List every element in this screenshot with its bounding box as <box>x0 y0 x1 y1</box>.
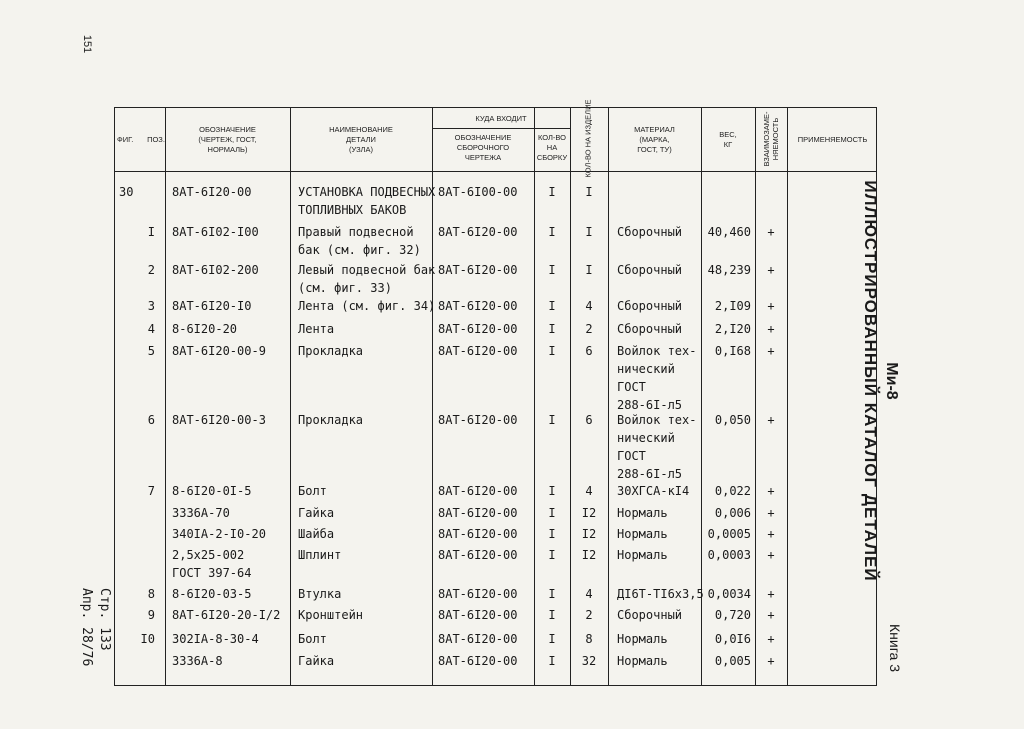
row-qty-product: I <box>585 263 593 277</box>
row-name: Шайба <box>298 527 335 541</box>
row-interchange: + <box>767 527 775 541</box>
header-interchange <box>762 99 780 179</box>
header-interchange-line: ВЗАИМОЗАМЕ- <box>762 111 771 167</box>
row-interchange: + <box>767 413 775 427</box>
header-name-line: НАИМЕНОВАНИЕ <box>329 125 393 134</box>
header-qty-product: КОЛ-ВО НА ИЗДЕЛИЕ <box>583 99 593 178</box>
row-weight: 2,I09 <box>714 299 751 313</box>
row-designation: 3336А-8 <box>172 654 223 668</box>
row-name: Гайка <box>298 654 335 668</box>
row-pos: 6 <box>147 413 155 427</box>
row-weight: 0,022 <box>714 484 751 498</box>
row-qty-assembly: I <box>548 344 556 358</box>
row-material: Войлок тех- <box>617 344 697 358</box>
row-assembly: 8АТ-6I20-00 <box>438 527 518 541</box>
book-label: Книга 3 <box>887 624 903 672</box>
row-name: Болт <box>298 484 327 498</box>
row-weight: 40,460 <box>707 225 751 239</box>
row-designation: 8АТ-6I02-200 <box>172 263 259 277</box>
row-material: 30ХГСА-кI4 <box>617 484 690 498</box>
header-weight-line: КГ <box>723 140 733 149</box>
row-designation: ГОСТ 397-64 <box>172 566 252 580</box>
row-material: Нормаль <box>617 527 668 541</box>
page-reference <box>77 588 113 708</box>
header-where-used: КУДА ВХОДИТ <box>475 114 527 123</box>
row-interchange: + <box>767 344 775 358</box>
row-designation: 8АТ-6I02-I00 <box>172 225 259 239</box>
row-qty-product: 2 <box>585 322 593 336</box>
row-name: Шплинт <box>298 548 342 562</box>
row-pos: 7 <box>147 484 155 498</box>
row-assembly: 8АТ-6I20-00 <box>438 225 518 239</box>
subheader-divider <box>432 128 570 129</box>
row-pos: I <box>147 225 155 239</box>
page-ref-page: Стр. 133 <box>97 588 112 651</box>
row-qty-assembly: I <box>548 587 556 601</box>
row-name: ТОПЛИВНЫХ БАКОВ <box>298 203 407 217</box>
row-weight: 0,0I6 <box>714 632 751 646</box>
header-pos: ПОЗ. <box>147 135 165 144</box>
row-qty-assembly: I <box>548 608 556 622</box>
header-designation-line: (ЧЕРТЕЖ, ГОСТ, <box>198 135 257 144</box>
row-material: ГОСТ <box>617 449 646 463</box>
row-name: Левый подвесной бак <box>298 263 436 277</box>
row-assembly: 8АТ-6I20-00 <box>438 484 518 498</box>
row-qty-product: I2 <box>581 527 597 541</box>
header-applicability: ПРИМЕНЯЕМОСТЬ <box>797 135 868 144</box>
row-designation: 8-6I20-20 <box>172 322 238 336</box>
row-name: Прокладка <box>298 413 364 427</box>
row-material: Сборочный <box>617 299 683 313</box>
header-weight <box>701 130 755 150</box>
row-weight: 0,0005 <box>707 527 751 541</box>
row-designation: 8-6I20-0I-5 <box>172 484 252 498</box>
row-material: нический <box>617 362 675 376</box>
row-assembly: 8АТ-6I20-00 <box>438 344 518 358</box>
row-name: Гайка <box>298 506 335 520</box>
row-pos: 4 <box>147 322 155 336</box>
header-assembly-line: СБОРОЧНОГО <box>456 143 510 152</box>
row-assembly: 8АТ-6I20-00 <box>438 654 518 668</box>
row-weight: 0,720 <box>714 608 751 622</box>
row-qty-product: 8 <box>585 632 593 646</box>
row-qty-product: 6 <box>585 344 593 358</box>
header-material-line: МАТЕРИАЛ <box>634 125 675 134</box>
row-qty-assembly: I <box>548 548 556 562</box>
row-qty-product: 4 <box>585 484 593 498</box>
row-qty-assembly: I <box>548 322 556 336</box>
header-qty-assembly <box>534 133 570 163</box>
header-qty-assembly-line: КОЛ-ВО <box>537 133 567 142</box>
row-qty-assembly: I <box>548 299 556 313</box>
row-interchange: + <box>767 587 775 601</box>
row-assembly: 8АТ-6I20-00 <box>438 413 518 427</box>
col-divider <box>290 108 291 685</box>
row-designation: 8АТ-6I20-I0 <box>172 299 252 313</box>
header-weight-line: ВЕС, <box>719 130 737 139</box>
row-material: Сборочный <box>617 263 683 277</box>
row-designation: 8-6I20-03-5 <box>172 587 252 601</box>
row-pos: 5 <box>147 344 155 358</box>
row-weight: 0,050 <box>714 413 751 427</box>
row-name: Лента <box>298 322 335 336</box>
row-qty-product: 6 <box>585 413 593 427</box>
row-qty-assembly: I <box>548 654 556 668</box>
row-designation: 302IА-8-30-4 <box>172 632 259 646</box>
row-qty-assembly: I <box>548 413 556 427</box>
row-interchange: + <box>767 548 775 562</box>
title-main: ИЛЛЮСТРИРОВАННЫЙ КАТАЛОГ ДЕТАЛЕЙ <box>861 180 880 582</box>
row-material: Сборочный <box>617 608 683 622</box>
row-weight: 2,I20 <box>714 322 751 336</box>
row-designation: 8АТ-6I20-00-3 <box>172 413 266 427</box>
row-weight: 0,005 <box>714 654 751 668</box>
page-ref-amendment: Апр. 28/76 <box>79 588 94 667</box>
row-pos: 2 <box>147 263 155 277</box>
row-qty-assembly: I <box>548 506 556 520</box>
header-designation-line: ОБОЗНАЧЕНИЕ <box>199 125 256 134</box>
row-material: Нормаль <box>617 654 668 668</box>
row-qty-assembly: I <box>548 225 556 239</box>
header-interchange-line: НЯЕМОСТЬ <box>771 117 780 161</box>
row-name: Болт <box>298 632 327 646</box>
row-material: ДI6Т-ТI6х3,5 <box>617 587 704 601</box>
row-name: Прокладка <box>298 344 364 358</box>
row-assembly: 8АТ-6I20-00 <box>438 506 518 520</box>
header-assembly-designation <box>432 133 534 163</box>
row-interchange: + <box>767 608 775 622</box>
header-material-line: (МАРКА, <box>639 135 670 144</box>
row-assembly: 8АТ-6I20-00 <box>438 608 518 622</box>
row-name: бак (см. фиг. 32) <box>298 243 421 257</box>
row-interchange: + <box>767 299 775 313</box>
header-name-line: ДЕТАЛИ <box>346 135 376 144</box>
row-assembly: 8АТ-6I20-00 <box>438 632 518 646</box>
row-material: Войлок тех- <box>617 413 697 427</box>
row-qty-product: 4 <box>585 587 593 601</box>
row-assembly: 8АТ-6I20-00 <box>438 299 518 313</box>
row-designation: 8АТ-6I20-00-9 <box>172 344 266 358</box>
row-qty-product: 4 <box>585 299 593 313</box>
row-material: Сборочный <box>617 225 683 239</box>
row-qty-assembly: I <box>548 263 556 277</box>
row-qty-product: 32 <box>581 654 597 668</box>
row-weight: 0,006 <box>714 506 751 520</box>
page-number: 151 <box>81 34 94 54</box>
row-weight: 48,239 <box>707 263 751 277</box>
row-designation: 340IА-2-I0-20 <box>172 527 266 541</box>
header-assembly-line: ОБОЗНАЧЕНИЕ <box>454 133 512 142</box>
row-qty-product: I <box>585 225 593 239</box>
row-interchange: + <box>767 263 775 277</box>
row-interchange: + <box>767 506 775 520</box>
row-fig: 30 <box>119 185 134 199</box>
row-pos: I0 <box>140 632 155 646</box>
row-weight: 0,0003 <box>707 548 751 562</box>
row-assembly: 8АТ-6I20-00 <box>438 322 518 336</box>
col-divider <box>787 108 788 685</box>
row-qty-assembly: I <box>548 632 556 646</box>
row-name: Лента (см. фиг. 34) <box>298 299 436 313</box>
header-material <box>608 125 701 155</box>
row-qty-assembly: I <box>548 484 556 498</box>
row-material: ГОСТ <box>617 380 646 394</box>
row-pos: 3 <box>147 299 155 313</box>
header-designation <box>165 125 290 155</box>
row-pos: 8 <box>147 587 155 601</box>
col-divider <box>608 108 609 685</box>
row-weight: 0,I68 <box>714 344 751 358</box>
row-weight: 0,0034 <box>707 587 751 601</box>
col-divider <box>165 108 166 685</box>
row-qty-product: I <box>585 185 593 199</box>
row-material: Нормаль <box>617 632 668 646</box>
row-material: 288-6I-л5 <box>617 467 683 481</box>
row-designation: 2,5х25-002 <box>172 548 245 562</box>
row-interchange: + <box>767 484 775 498</box>
row-interchange: + <box>767 632 775 646</box>
header-designation-line: НОРМАЛЬ) <box>207 145 248 154</box>
row-qty-assembly: I <box>548 185 556 199</box>
row-name: Правый подвесной <box>298 225 414 239</box>
row-qty-product: 2 <box>585 608 593 622</box>
header-fig: ФИГ. <box>117 135 134 144</box>
row-assembly: 8АТ-6I20-00 <box>438 548 518 562</box>
row-interchange: + <box>767 654 775 668</box>
row-material: Нормаль <box>617 548 668 562</box>
row-assembly: 8АТ-6I20-00 <box>438 263 518 277</box>
row-name: (см. фиг. 33) <box>298 281 392 295</box>
row-qty-assembly: I <box>548 527 556 541</box>
row-material: 288-6I-л5 <box>617 398 683 412</box>
row-designation: 8АТ-6I20-20-I/2 <box>172 608 281 622</box>
row-assembly: 8АТ-6I20-00 <box>438 587 518 601</box>
header-name <box>290 125 432 155</box>
row-designation: 3336А-70 <box>172 506 230 520</box>
header-qty-assembly-line: НА <box>546 143 558 152</box>
row-name: Кронштейн <box>298 608 364 622</box>
row-name: Втулка <box>298 587 342 601</box>
row-pos: 9 <box>147 608 155 622</box>
header-qty-assembly-line: СБОРКУ <box>536 153 568 162</box>
row-interchange: + <box>767 225 775 239</box>
header-material-line: ГОСТ, ТУ) <box>637 145 672 154</box>
row-interchange: + <box>767 322 775 336</box>
title-model: Ми-8 <box>883 362 900 400</box>
parts-table <box>114 99 877 686</box>
row-qty-product: I2 <box>581 506 597 520</box>
row-material: нический <box>617 431 675 445</box>
row-qty-product: I2 <box>581 548 597 562</box>
row-material: Нормаль <box>617 506 668 520</box>
row-assembly: 8АТ-6I00-00 <box>438 185 518 199</box>
row-designation: 8АТ-6I20-00 <box>172 185 252 199</box>
row-name: УСТАНОВКА ПОДВЕСНЫХ <box>298 185 436 199</box>
header-name-line: (УЗЛА) <box>349 145 373 154</box>
row-material: Сборочный <box>617 322 683 336</box>
header-assembly-line: ЧЕРТЕЖА <box>464 153 502 162</box>
